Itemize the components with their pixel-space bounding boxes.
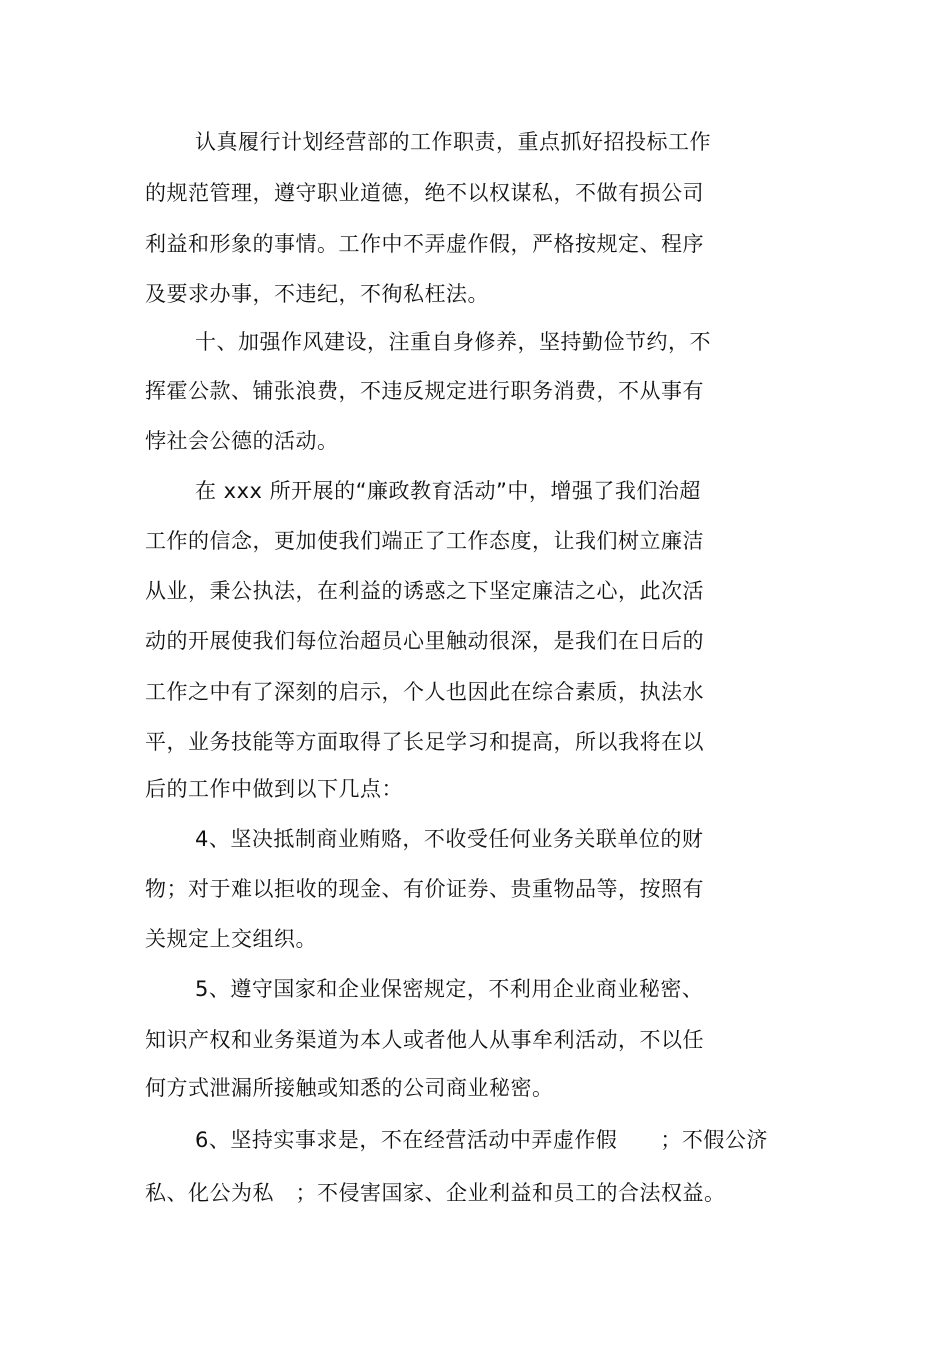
- text-line: 工作之中有了深刻的启示，个人也因此在综合素质，执法水: [145, 680, 704, 704]
- text-line: 私、化公为私 ；不侵害国家、企业利益和员工的合法权益。: [145, 1181, 726, 1205]
- text-line: 6、坚持实事求是，不在经营活动中弄虚作假 ；不假公济: [195, 1128, 768, 1152]
- text-line: 5、遵守国家和企业保密规定，不利用企业商业秘密、: [195, 977, 704, 1001]
- text-line: 悖社会公德的活动。: [145, 429, 339, 453]
- text-line: 4、坚决抵制商业贿赂，不收受任何业务关联单位的财: [195, 827, 704, 851]
- text-line: 认真履行计划经营部的工作职责，重点抓好招投标工作: [195, 130, 711, 154]
- text-line: 的规范管理，遵守职业道德，绝不以权谋私，不做有损公司: [145, 181, 704, 205]
- text-line: 平，业务技能等方面取得了长足学习和提高，所以我将在以: [145, 730, 704, 754]
- text-line: 工作的信念，更加使我们端正了工作态度，让我们树立廉洁: [145, 529, 704, 553]
- text-line: 利益和形象的事情。工作中不弄虚作假，严格按规定、程序: [145, 232, 704, 256]
- text-line: 十、加强作风建设，注重自身修养，坚持勤俭节约，不: [195, 330, 711, 354]
- text-line: 及要求办事，不违纪，不徇私枉法。: [145, 282, 489, 306]
- text-line: 在 xxx 所开展的“廉政教育活动”中，增强了我们治超: [195, 479, 701, 503]
- text-line: 关规定上交组织。: [145, 927, 317, 951]
- text-line: 从业，秉公执法，在利益的诱惑之下坚定廉洁之心，此次活: [145, 579, 704, 603]
- text-line: 挥霍公款、铺张浪费，不违反规定进行职务消费，不从事有: [145, 379, 704, 403]
- text-line: 后的工作中做到以下几点：: [145, 777, 403, 801]
- text-line: 物；对于难以拒收的现金、有价证券、贵重物品等，按照有: [145, 877, 704, 901]
- text-line: 何方式泄漏所接触或知悉的公司商业秘密。: [145, 1076, 554, 1100]
- text-line: 知识产权和业务渠道为本人或者他人从事牟利活动，不以任: [145, 1028, 704, 1052]
- text-line: 动的开展使我们每位治超员心里触动很深，是我们在日后的: [145, 629, 704, 653]
